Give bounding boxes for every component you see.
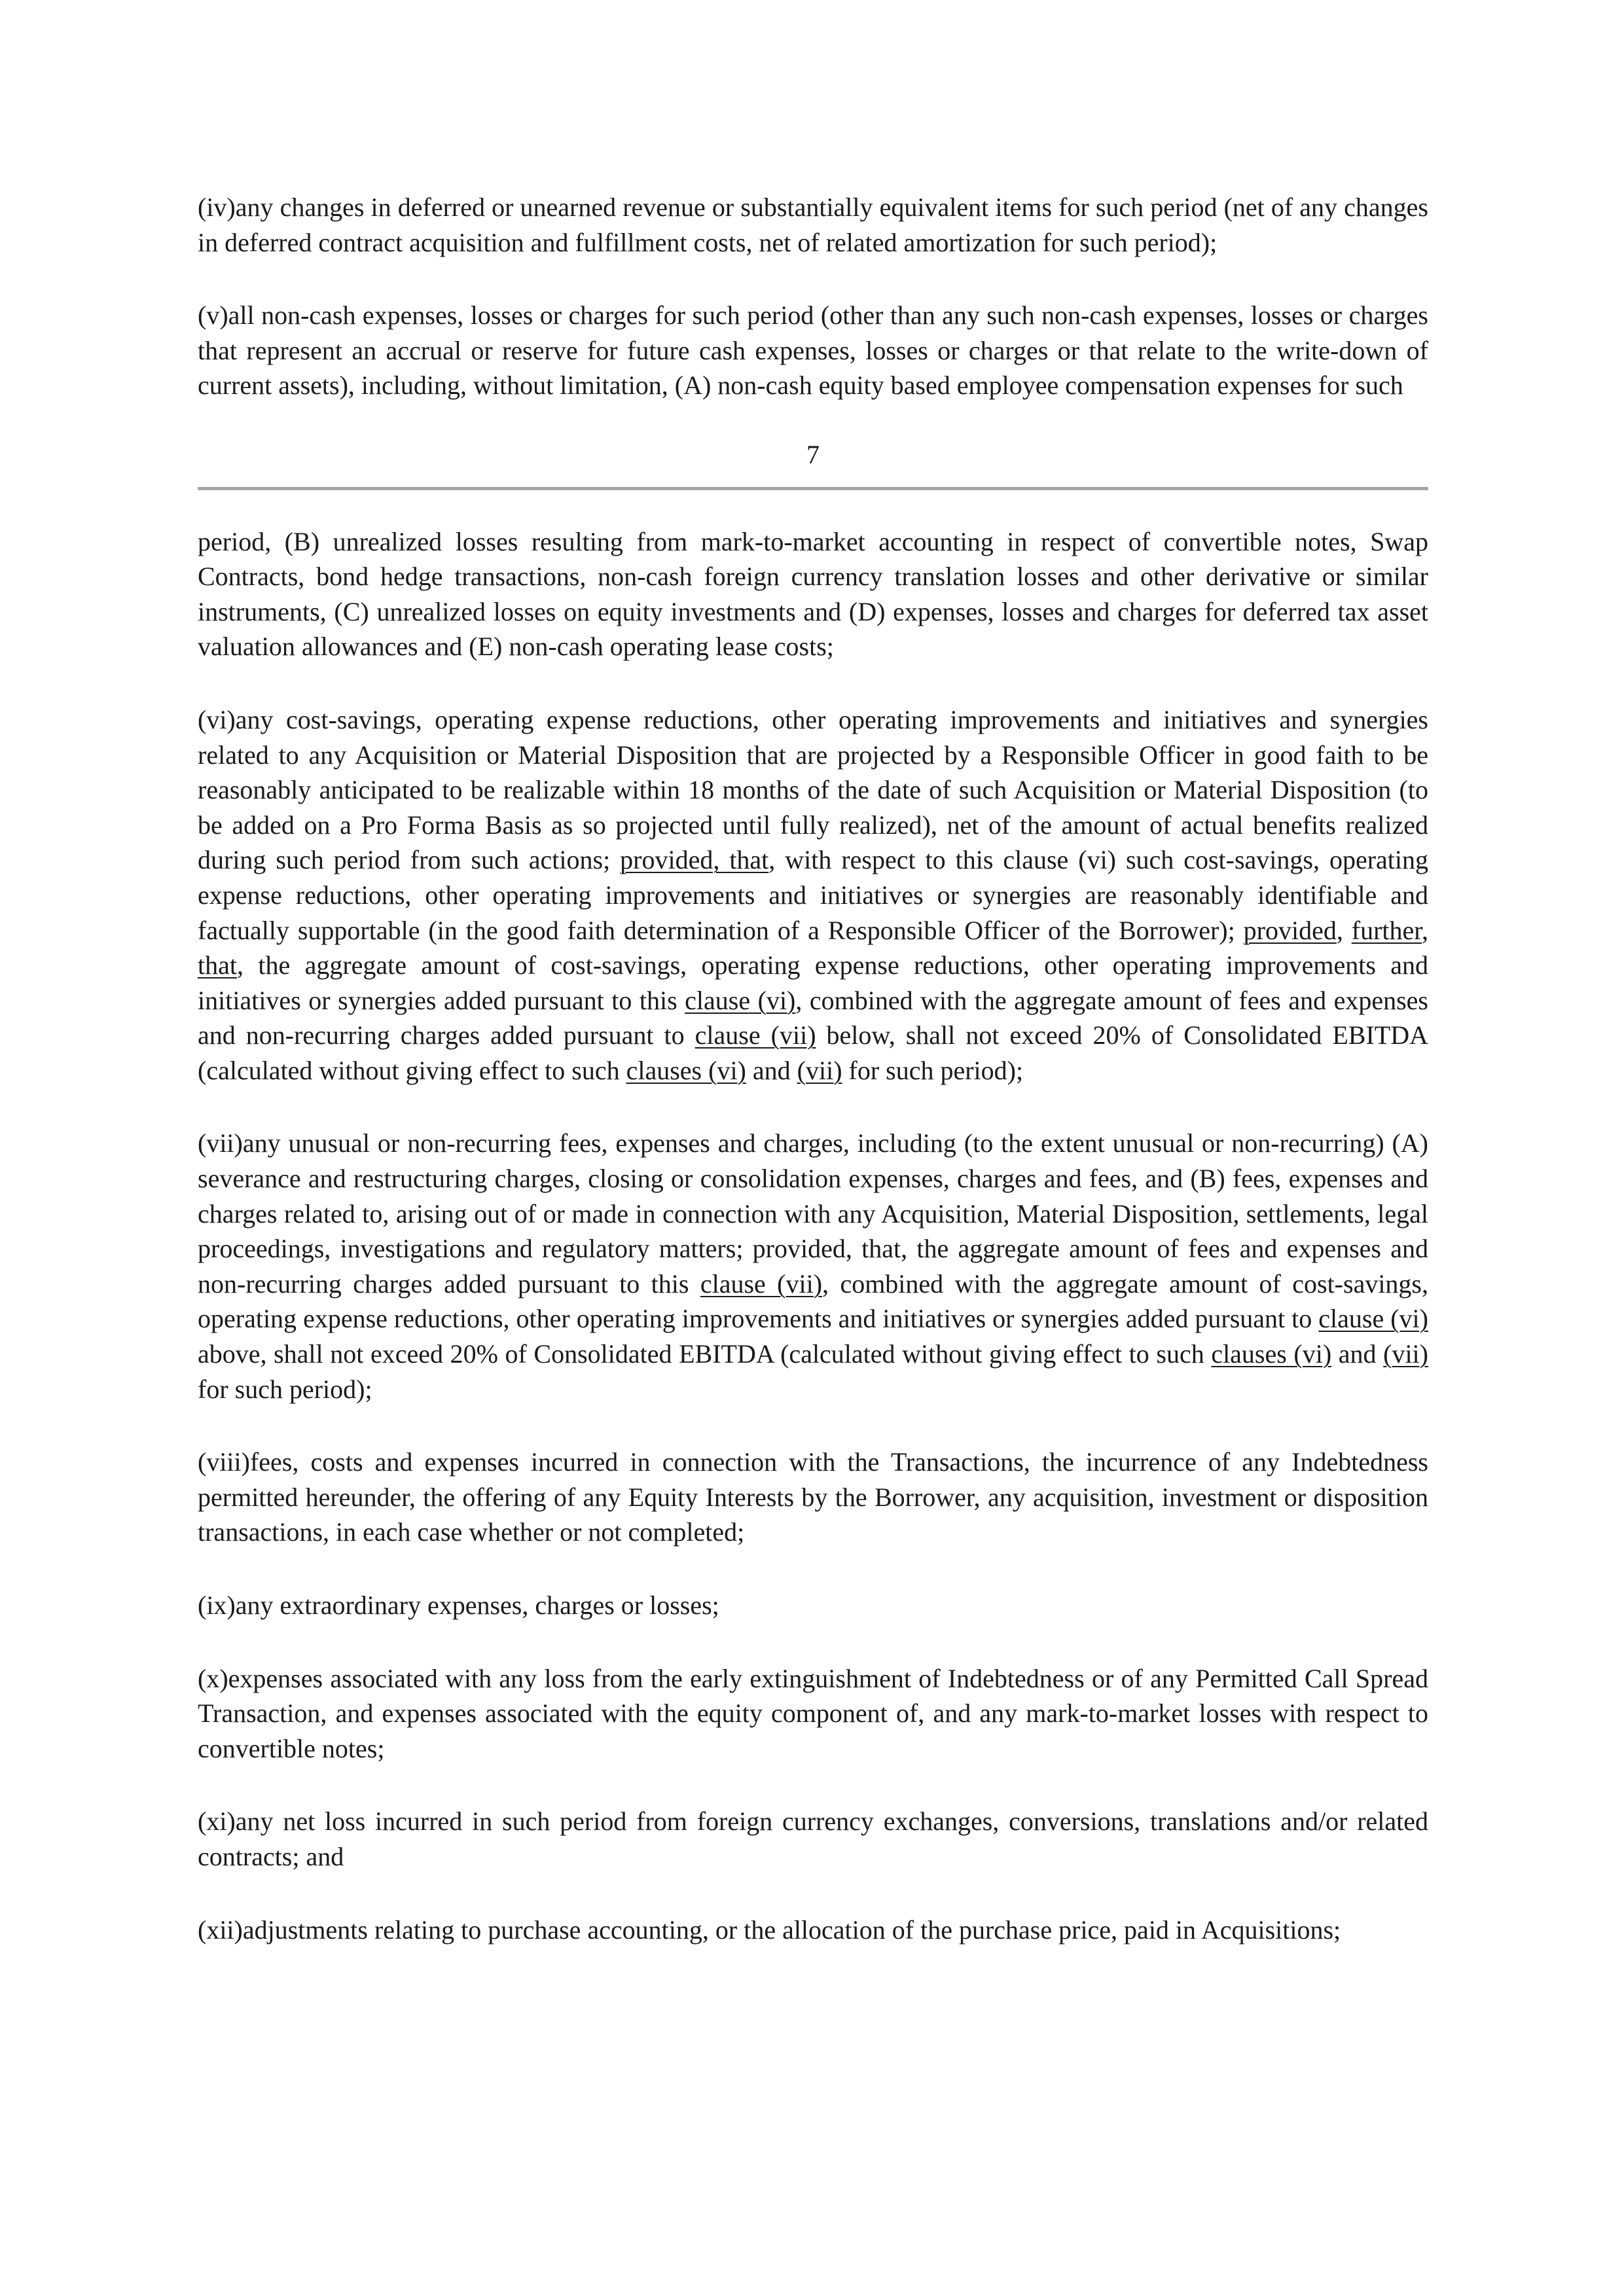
clause-reference: (vii)	[797, 1055, 842, 1085]
text-run: , the aggregate amount of cost-savings, operating expense reductions, other operating improvements and initiatives or synergies added pursuant to this	[198, 950, 1428, 1015]
paragraph-v: (v)all non-cash expenses, losses or charges for such period (other than any such non-cash expenses, losses or charges that represent an accrual or reserve for future cash expenses, losses or charges or that relate to the write-down of current assets), including, without limitation, (A) non-cash equity based employee compensation expenses for such	[198, 300, 1428, 401]
text-run: , with respect to this clause (vi) such cost-savings, operating expense reductions, other operating improvements and initiatives or synergies are reasonably identifiable and factually supportable (in the good faith determination of a Responsible Officer of the Borrower);	[198, 845, 1428, 945]
clause-reference: clauses (vi)	[626, 1055, 746, 1085]
paragraph-iv: (iv)any changes in deferred or unearned revenue or substantially equivalent items for such period (net of any changes in deferred contract acquisition and fulfillment costs, net of related amortization for such period);	[198, 192, 1428, 257]
text-run: and	[1331, 1339, 1384, 1369]
document-page	[198, 190, 1428, 1947]
clause-reference: clauses (vi)	[1211, 1339, 1332, 1369]
paragraph-ix: (ix)any extraordinary expenses, charges or losses;	[198, 1590, 719, 1620]
text-run: (vii)any unusual or non-recurring fees, expenses and charges, including (to the extent unusual or non-recurring) (A) severance and restructuring charges, closing or consolidation expenses, charges and fees, and (B) fees, expenses and charges related to, arising out of or made in connection with any Acquisition, Material Disposition, settlements, legal proceedings, investigations and regulatory matters; provided, that, the aggregate amount of fees and expenses and non-recurring charges added pursuant to this	[198, 1128, 1428, 1299]
clause-reference: clause (vi)	[1318, 1304, 1428, 1334]
paragraph-xii: (xii)adjustments relating to purchase accounting, or the allocation of the purchase price, paid in Acquisitions;	[198, 1914, 1341, 1945]
text-run: , combined with the aggregate amount of cost-savings, operating expense reductions, other operating improvements and initiatives or synergies added pursuant to	[198, 1268, 1428, 1334]
text-run: for such period);	[842, 1055, 1024, 1085]
underlined-term: that	[198, 950, 237, 980]
page-break-divider	[198, 487, 1428, 490]
paragraph-vii	[198, 1126, 1428, 1407]
paragraph-x: (x)expenses associated with any loss from the early extinguishment of Indebtedness or of any Permitted Call Spread Transaction, and expenses associated with the equity component of, and any mark-to-market losses with respect to convertible notes;	[198, 1663, 1428, 1763]
text-run: above, shall not exceed 20% of Consolidated EBITDA (calculated without giving effect to such	[198, 1339, 1212, 1369]
clause-reference: clause (vii)	[695, 1020, 816, 1050]
page-number: 7	[806, 439, 820, 469]
clause-reference: clause (vii)	[700, 1268, 823, 1299]
underlined-term: provided, that	[620, 845, 769, 875]
paragraph-vi	[198, 702, 1428, 1088]
text-run: , combined with the aggregate amount of fees and expenses and non-recurring charges added pursuant to	[198, 985, 1428, 1050]
underlined-term: further	[1351, 915, 1422, 945]
text-run: and	[746, 1055, 797, 1085]
clause-reference: clause (vi)	[685, 985, 796, 1015]
clause-reference: (vii)	[1383, 1339, 1428, 1369]
text-run: for such period);	[198, 1374, 372, 1404]
paragraph-v-continued: period, (B) unrealized losses resulting from mark-to-market accounting in respect of convertible notes, Swap Contracts, bond hedge transactions, non-cash foreign currency translation losses and other derivative or similar instruments, (C) unrealized losses on equity investments and (D) expenses, losses and charges for deferred tax asset valuation allowances and (E) non-cash operating lease costs;	[198, 526, 1428, 662]
text-run: ,	[1336, 915, 1352, 945]
text-run: below, shall not exceed 20% of Consolidated EBITDA (calculated without giving effect to such	[198, 1020, 1428, 1085]
paragraph-xi: (xi)any net loss incurred in such period from foreign currency exchanges, conversions, translations and/or related contracts; and	[198, 1806, 1428, 1871]
paragraph-viii: (viii)fees, costs and expenses incurred in connection with the Transactions, the incurrence of any Indebtedness permitted hereunder, the offering of any Equity Interests by the Borrower, any acquisition, investment or disposition transactions, in each case whether or not completed;	[198, 1447, 1428, 1547]
text-run: ,	[1422, 915, 1429, 945]
text-run: (vi)any cost-savings, operating expense reductions, other operating improvements and initiatives and synergies related to any Acquisition or Material Disposition that are projected by a Responsible Officer in good faith to be reasonably anticipated to be realizable within 18 months of the date of such Acquisition or Material Disposition (to be added on a Pro Forma Basis as so projected until fully realized), net of the amount of actual benefits realized during such period from such actions;	[198, 704, 1428, 875]
underlined-term: provided	[1243, 915, 1337, 945]
